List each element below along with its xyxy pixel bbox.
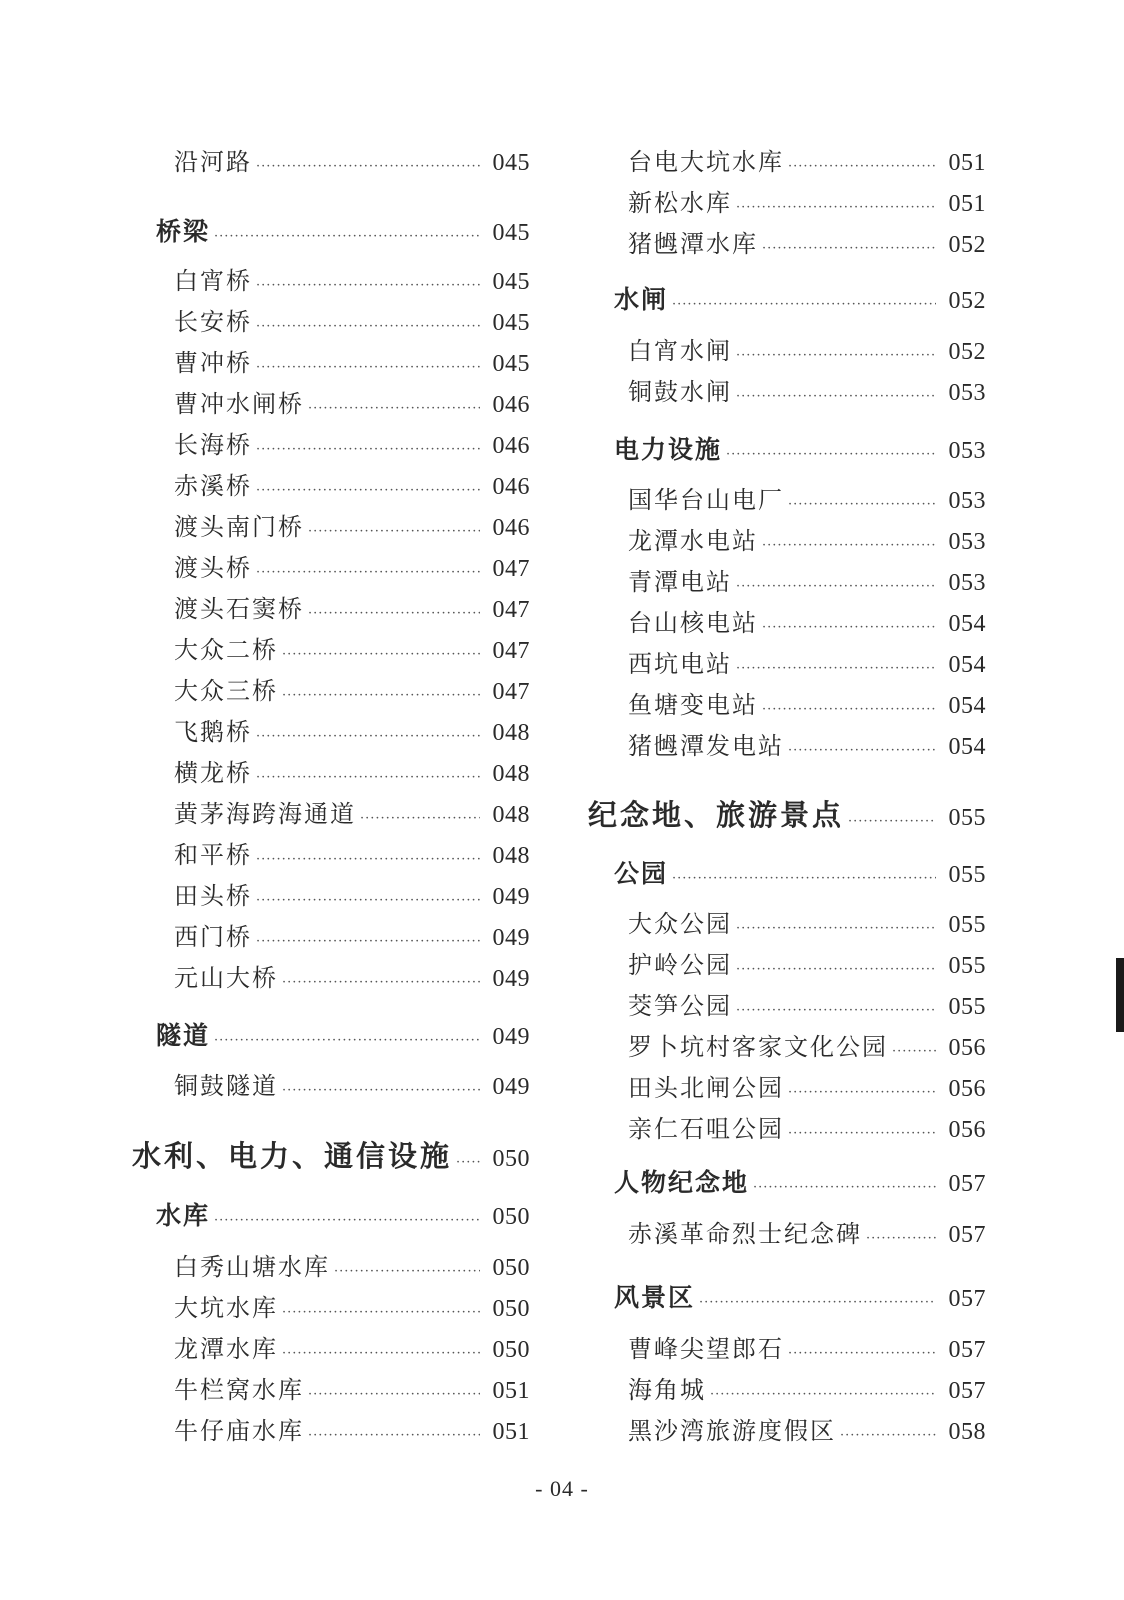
toc-entry-page: 051 [492, 1378, 530, 1404]
toc-entry-page: 046 [492, 474, 530, 500]
toc-entry [614, 1278, 986, 1312]
dot-leader [214, 1213, 480, 1228]
toc-entry-page: 054 [948, 734, 986, 760]
dot-leader [256, 442, 480, 457]
toc-entry-title: 猪乸潭水库 [628, 230, 758, 258]
toc-entry [174, 794, 530, 828]
toc-entry-page: 057 [948, 1378, 986, 1404]
toc-entry-page: 047 [492, 597, 530, 623]
toc-entry [614, 430, 986, 464]
dot-leader [736, 1003, 936, 1018]
toc-entry [628, 1214, 986, 1248]
dot-leader [308, 401, 480, 416]
toc-entry-page: 056 [948, 1076, 986, 1102]
dot-leader [762, 702, 936, 717]
toc-entry-page: 055 [948, 994, 986, 1020]
dot-leader [672, 871, 936, 886]
toc-entry-title: 电力设施 [614, 435, 723, 464]
toc-entry-page: 048 [492, 843, 530, 869]
toc-entry-page: 057 [948, 1286, 986, 1312]
toc-entry-page: 049 [492, 966, 530, 992]
toc-entry-page: 052 [948, 232, 986, 258]
toc-entry-title: 长安桥 [174, 308, 252, 336]
toc-entry-page: 049 [492, 1074, 530, 1100]
toc-entry-title: 铜鼓隧道 [174, 1072, 278, 1100]
toc-entry [174, 466, 530, 500]
dot-leader [256, 934, 480, 949]
dot-leader [256, 278, 480, 293]
toc-entry [156, 1196, 530, 1230]
toc-entry-title: 大坑水库 [174, 1294, 278, 1322]
toc-entry [628, 224, 986, 258]
toc-entry [174, 917, 530, 951]
toc-entry-page: 055 [948, 953, 986, 979]
toc-entry [174, 1329, 530, 1363]
dot-leader [788, 159, 936, 174]
dot-leader [256, 852, 480, 867]
toc-entry-page: 054 [948, 652, 986, 678]
toc-entry [628, 142, 986, 176]
toc-entry-title: 亲仁石咀公园 [628, 1115, 784, 1143]
toc-entry-page: 053 [948, 380, 986, 406]
toc-entry [174, 142, 530, 176]
toc-entry-page: 055 [948, 912, 986, 938]
toc-entry-page: 054 [948, 611, 986, 637]
dot-leader [256, 159, 480, 174]
toc-entry [628, 521, 986, 555]
dot-leader [736, 921, 936, 936]
toc-entry [174, 630, 530, 664]
dot-leader [788, 1346, 936, 1361]
dot-leader [753, 1180, 936, 1195]
toc-entry [174, 712, 530, 746]
dot-leader [282, 1083, 480, 1098]
toc-entry [174, 425, 530, 459]
dot-leader [840, 1428, 936, 1443]
toc-entry [628, 644, 986, 678]
toc-entry-title: 龙潭水库 [174, 1335, 278, 1363]
toc-entry-title: 田头桥 [174, 882, 252, 910]
toc-entry [174, 507, 530, 541]
toc-entry [628, 562, 986, 596]
toc-entry [174, 589, 530, 623]
dot-leader [736, 348, 936, 363]
toc-entry [174, 835, 530, 869]
toc-entry [174, 876, 530, 910]
dot-leader [710, 1387, 936, 1402]
toc-entry-title: 水闸 [614, 285, 669, 314]
toc-entry [174, 671, 530, 705]
dot-leader [699, 1295, 936, 1310]
toc-entry-title: 公园 [614, 859, 669, 888]
toc-entry-page: 049 [492, 925, 530, 951]
toc-entry [628, 685, 986, 719]
toc-entry-page: 050 [492, 1255, 530, 1281]
dot-leader [788, 1085, 936, 1100]
dot-leader [762, 620, 936, 635]
toc-entry-page: 050 [492, 1204, 530, 1230]
toc-entry-page: 056 [948, 1117, 986, 1143]
dot-leader [256, 360, 480, 375]
toc-entry-page: 045 [492, 269, 530, 295]
toc-entry-title: 台电大坑水库 [628, 148, 784, 176]
toc-entry-title: 西门桥 [174, 923, 252, 951]
toc-entry-page: 045 [492, 351, 530, 377]
toc-entry-title: 鱼塘变电站 [628, 691, 758, 719]
toc-entry-page: 057 [948, 1171, 986, 1197]
toc-entry [132, 1134, 530, 1173]
toc-entry-title: 青潭电站 [628, 568, 732, 596]
toc-entry-page: 054 [948, 693, 986, 719]
dot-leader [282, 647, 480, 662]
toc-entry [614, 854, 986, 888]
dot-leader [256, 770, 480, 785]
toc-entry [628, 1027, 986, 1061]
toc-entry [628, 372, 986, 406]
toc-entry-title: 台山核电站 [628, 609, 758, 637]
toc-entry [628, 1109, 986, 1143]
toc-entry [628, 986, 986, 1020]
toc-entry-page: 046 [492, 392, 530, 418]
toc-entry-page: 051 [948, 150, 986, 176]
toc-entry [628, 480, 986, 514]
dot-leader [256, 565, 480, 580]
toc-entry-page: 046 [492, 515, 530, 541]
dot-leader [736, 389, 936, 404]
toc-entry [174, 261, 530, 295]
toc-entry-title: 赤溪桥 [174, 472, 252, 500]
toc-entry-page: 053 [948, 529, 986, 555]
page-number: - 04 - [535, 1476, 589, 1501]
toc-entry-title: 白宵水闸 [628, 337, 732, 365]
toc-entry [628, 603, 986, 637]
toc-entry-page: 049 [492, 884, 530, 910]
toc-entry-title: 黄茅海跨海通道 [174, 800, 356, 828]
dot-leader [848, 814, 936, 829]
toc-entry [628, 183, 986, 217]
dot-leader [788, 743, 936, 758]
toc-entry [174, 1370, 530, 1404]
toc-entry [174, 1411, 530, 1445]
toc-entry [614, 1163, 986, 1197]
toc-entry-title: 隧道 [156, 1021, 211, 1050]
toc-entry-page: 058 [948, 1419, 986, 1445]
toc-entry [628, 1411, 986, 1445]
toc-entry-page: 049 [492, 1024, 530, 1050]
dot-leader [282, 975, 480, 990]
toc-entry-page: 051 [492, 1419, 530, 1445]
toc-entry [628, 904, 986, 938]
toc-entry-title: 桥梁 [156, 217, 211, 246]
toc-entry-page: 051 [948, 191, 986, 217]
toc-entry-page: 045 [492, 220, 530, 246]
toc-entry [628, 1329, 986, 1363]
toc-entry-title: 茭笋公园 [628, 992, 732, 1020]
dot-leader [736, 661, 936, 676]
toc-entry-page: 053 [948, 438, 986, 464]
dot-leader [214, 1033, 480, 1048]
toc-entry-title: 牛栏窝水库 [174, 1376, 304, 1404]
toc-entry-title: 龙潭水电站 [628, 527, 758, 555]
dot-leader [672, 297, 936, 312]
dot-leader [334, 1264, 480, 1279]
dot-leader [256, 483, 480, 498]
toc-entry-title: 白秀山塘水库 [174, 1253, 330, 1281]
toc-entry [588, 793, 986, 832]
dot-leader [214, 229, 480, 244]
dot-leader [456, 1155, 480, 1170]
dot-leader [788, 497, 936, 512]
dot-leader [256, 729, 480, 744]
toc-entry-page: 045 [492, 310, 530, 336]
dot-leader [282, 688, 480, 703]
toc-entry-title: 海角城 [628, 1376, 706, 1404]
toc-entry [628, 1370, 986, 1404]
toc-entry [174, 384, 530, 418]
toc-entry-title: 飞鹅桥 [174, 718, 252, 746]
toc-entry-page: 046 [492, 433, 530, 459]
toc-entry-page: 053 [948, 488, 986, 514]
dot-leader [736, 962, 936, 977]
toc-entry-title: 水库 [156, 1201, 211, 1230]
toc-entry-title: 猪乸潭发电站 [628, 732, 784, 760]
dot-leader [360, 811, 480, 826]
toc-entry-title: 沿河路 [174, 148, 252, 176]
toc-entry-page: 052 [948, 339, 986, 365]
toc-entry-title: 渡头石窦桥 [174, 595, 304, 623]
toc-entry-title: 田头北闸公园 [628, 1074, 784, 1102]
dot-leader [308, 1387, 480, 1402]
toc-entry [174, 1247, 530, 1281]
toc-entry-page: 050 [492, 1296, 530, 1322]
edge-thumb-tab [1116, 958, 1124, 1032]
toc-entry-page: 047 [492, 638, 530, 664]
dot-leader [282, 1305, 480, 1320]
toc-entry-title: 和平桥 [174, 841, 252, 869]
dot-leader [726, 447, 936, 462]
toc-entry-title: 护岭公园 [628, 951, 732, 979]
toc-entry-page: 053 [948, 570, 986, 596]
toc-entry-title: 新松水库 [628, 189, 732, 217]
dot-leader [256, 893, 480, 908]
toc-entry-title: 渡头桥 [174, 554, 252, 582]
toc-entry-title: 大众公园 [628, 910, 732, 938]
toc-entry-page: 055 [948, 805, 986, 831]
toc-entry-title: 水利、电力、通信设施 [132, 1139, 453, 1173]
toc-entry-title: 曹冲桥 [174, 349, 252, 377]
dot-leader [282, 1346, 480, 1361]
toc-entry-title: 长海桥 [174, 431, 252, 459]
toc-entry-page: 045 [492, 150, 530, 176]
toc-entry-title: 纪念地、旅游景点 [588, 798, 845, 832]
toc-entry [614, 280, 986, 314]
toc-entry-title: 黑沙湾旅游度假区 [628, 1417, 836, 1445]
toc-entry [628, 945, 986, 979]
toc-entry-page: 052 [948, 288, 986, 314]
toc-entry-page: 056 [948, 1035, 986, 1061]
toc-entry-page: 048 [492, 802, 530, 828]
toc-entry [156, 1016, 530, 1050]
toc-entry-page: 047 [492, 556, 530, 582]
toc-entry [174, 343, 530, 377]
dot-leader [762, 241, 936, 256]
dot-leader [256, 319, 480, 334]
toc-entry-page: 048 [492, 720, 530, 746]
toc-entry [156, 212, 530, 246]
dot-leader [892, 1044, 936, 1059]
toc-entry [628, 726, 986, 760]
toc-entry-page: 048 [492, 761, 530, 787]
toc-entry-title: 国华台山电厂 [628, 486, 784, 514]
toc-entry-title: 曹冲水闸桥 [174, 390, 304, 418]
toc-entry-title: 铜鼓水闸 [628, 378, 732, 406]
toc-entry [174, 753, 530, 787]
toc-entry [628, 331, 986, 365]
toc-entry-title: 牛仔庙水库 [174, 1417, 304, 1445]
toc-entry-title: 大众二桥 [174, 636, 278, 664]
toc-entry-title: 大众三桥 [174, 677, 278, 705]
toc-entry-title: 西坑电站 [628, 650, 732, 678]
toc-entry [174, 548, 530, 582]
toc-entry-title: 风景区 [614, 1283, 696, 1312]
toc-entry-page: 055 [948, 862, 986, 888]
toc-entry-title: 人物纪念地 [614, 1168, 750, 1197]
toc-entry-title: 曹峰尖望郎石 [628, 1335, 784, 1363]
toc-entry-title: 罗卜坑村客家文化公园 [628, 1033, 888, 1061]
dot-leader [866, 1231, 936, 1246]
toc-entry-title: 横龙桥 [174, 759, 252, 787]
dot-leader [736, 200, 936, 215]
toc-entry-title: 赤溪革命烈士纪念碑 [628, 1220, 862, 1248]
toc-entry-title: 元山大桥 [174, 964, 278, 992]
dot-leader [308, 1428, 480, 1443]
toc-entry [628, 1068, 986, 1102]
toc-entry [174, 1288, 530, 1322]
toc-entry-page: 050 [492, 1146, 530, 1172]
dot-leader [736, 579, 936, 594]
dot-leader [788, 1126, 936, 1141]
toc-entry-page: 050 [492, 1337, 530, 1363]
dot-leader [308, 524, 480, 539]
toc-entry [174, 1066, 530, 1100]
toc-entry-page: 057 [948, 1222, 986, 1248]
dot-leader [762, 538, 936, 553]
toc-entry-page: 047 [492, 679, 530, 705]
toc-entry [174, 958, 530, 992]
toc-entry-title: 白宵桥 [174, 267, 252, 295]
toc-entry-page: 057 [948, 1337, 986, 1363]
toc-entry [174, 302, 530, 336]
dot-leader [308, 606, 480, 621]
toc-entry-title: 渡头南门桥 [174, 513, 304, 541]
